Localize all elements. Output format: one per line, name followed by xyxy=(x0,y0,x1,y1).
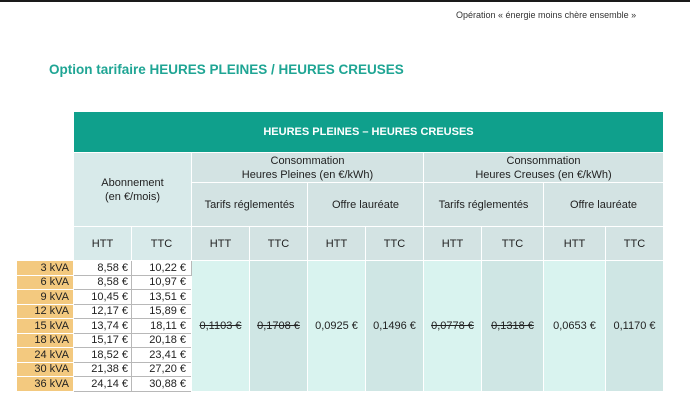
hc-offer-ttc: 0,1170 € xyxy=(606,261,664,392)
abonnement-htt: 15,17 € xyxy=(74,333,132,348)
kva-label: 3 kVA xyxy=(17,261,74,276)
tariff-table xyxy=(16,111,664,392)
abonnement-htt: 12,17 € xyxy=(74,304,132,319)
abonnement-htt: 24,14 € xyxy=(74,377,132,392)
hp-regulated-htt: 0,1103 € xyxy=(192,261,250,392)
hc-offer-header: Offre lauréate xyxy=(544,183,664,227)
hp-offer-header: Offre lauréate xyxy=(308,183,424,227)
abonnement-header: Abonnement (en €/mois) xyxy=(74,153,192,227)
conso-hc-header: Consommation Heures Creuses (en €/kWh) xyxy=(424,153,664,183)
abonnement-htt: 18,52 € xyxy=(74,348,132,363)
abonnement-htt: 8,58 € xyxy=(74,275,132,290)
kva-label: 15 kVA xyxy=(17,319,74,334)
abonnement-ttc: 18,11 € xyxy=(132,319,192,334)
abonnement-htt: 13,74 € xyxy=(74,319,132,334)
kva-label: 12 kVA xyxy=(17,304,74,319)
hc-regulated-htt: 0,0778 € xyxy=(424,261,482,392)
kva-label: 24 kVA xyxy=(17,348,74,363)
kva-label: 30 kVA xyxy=(17,362,74,377)
abonnement-htt: 10,45 € xyxy=(74,290,132,305)
hc-regulated-ttc: 0,1318 € xyxy=(482,261,544,392)
abonnement-ttc: 15,89 € xyxy=(132,304,192,319)
col-ttc: TTC xyxy=(132,227,192,261)
top-rule xyxy=(0,0,690,2)
abonnement-ttc: 27,20 € xyxy=(132,362,192,377)
table-banner: HEURES PLEINES – HEURES CREUSES xyxy=(74,112,664,153)
abonnement-ttc: 13,51 € xyxy=(132,290,192,305)
abonnement-htt: 21,38 € xyxy=(74,362,132,377)
col-htt: HTT xyxy=(74,227,132,261)
abonnement-ttc: 30,88 € xyxy=(132,377,192,392)
abonnement-ttc: 10,97 € xyxy=(132,275,192,290)
col-htt: HTT xyxy=(424,227,482,261)
col-ttc: TTC xyxy=(606,227,664,261)
hp-offer-htt: 0,0925 € xyxy=(308,261,366,392)
abonnement-ttc: 20,18 € xyxy=(132,333,192,348)
abonnement-ttc: 10,22 € xyxy=(132,261,192,276)
page-title: Option tarifaire HEURES PLEINES / HEURES CREUSES xyxy=(49,62,404,77)
hp-regulated-header: Tarifs réglementés xyxy=(192,183,308,227)
hp-regulated-ttc: 0,1708 € xyxy=(250,261,308,392)
col-ttc: TTC xyxy=(250,227,308,261)
col-htt: HTT xyxy=(308,227,366,261)
conso-hp-header: Consommation Heures Pleines (en €/kWh) xyxy=(192,153,424,183)
col-ttc: TTC xyxy=(482,227,544,261)
kva-label: 18 kVA xyxy=(17,333,74,348)
col-htt: HTT xyxy=(544,227,606,261)
hc-regulated-header: Tarifs réglementés xyxy=(424,183,544,227)
col-htt: HTT xyxy=(192,227,250,261)
hp-offer-ttc: 0,1496 € xyxy=(366,261,424,392)
hc-offer-htt: 0,0653 € xyxy=(544,261,606,392)
header-note: Opération « énergie moins chère ensemble » xyxy=(456,10,637,20)
kva-label: 9 kVA xyxy=(17,290,74,305)
kva-label: 6 kVA xyxy=(17,275,74,290)
abonnement-htt: 8,58 € xyxy=(74,261,132,276)
kva-label: 36 kVA xyxy=(17,377,74,392)
col-ttc: TTC xyxy=(366,227,424,261)
abonnement-ttc: 23,41 € xyxy=(132,348,192,363)
